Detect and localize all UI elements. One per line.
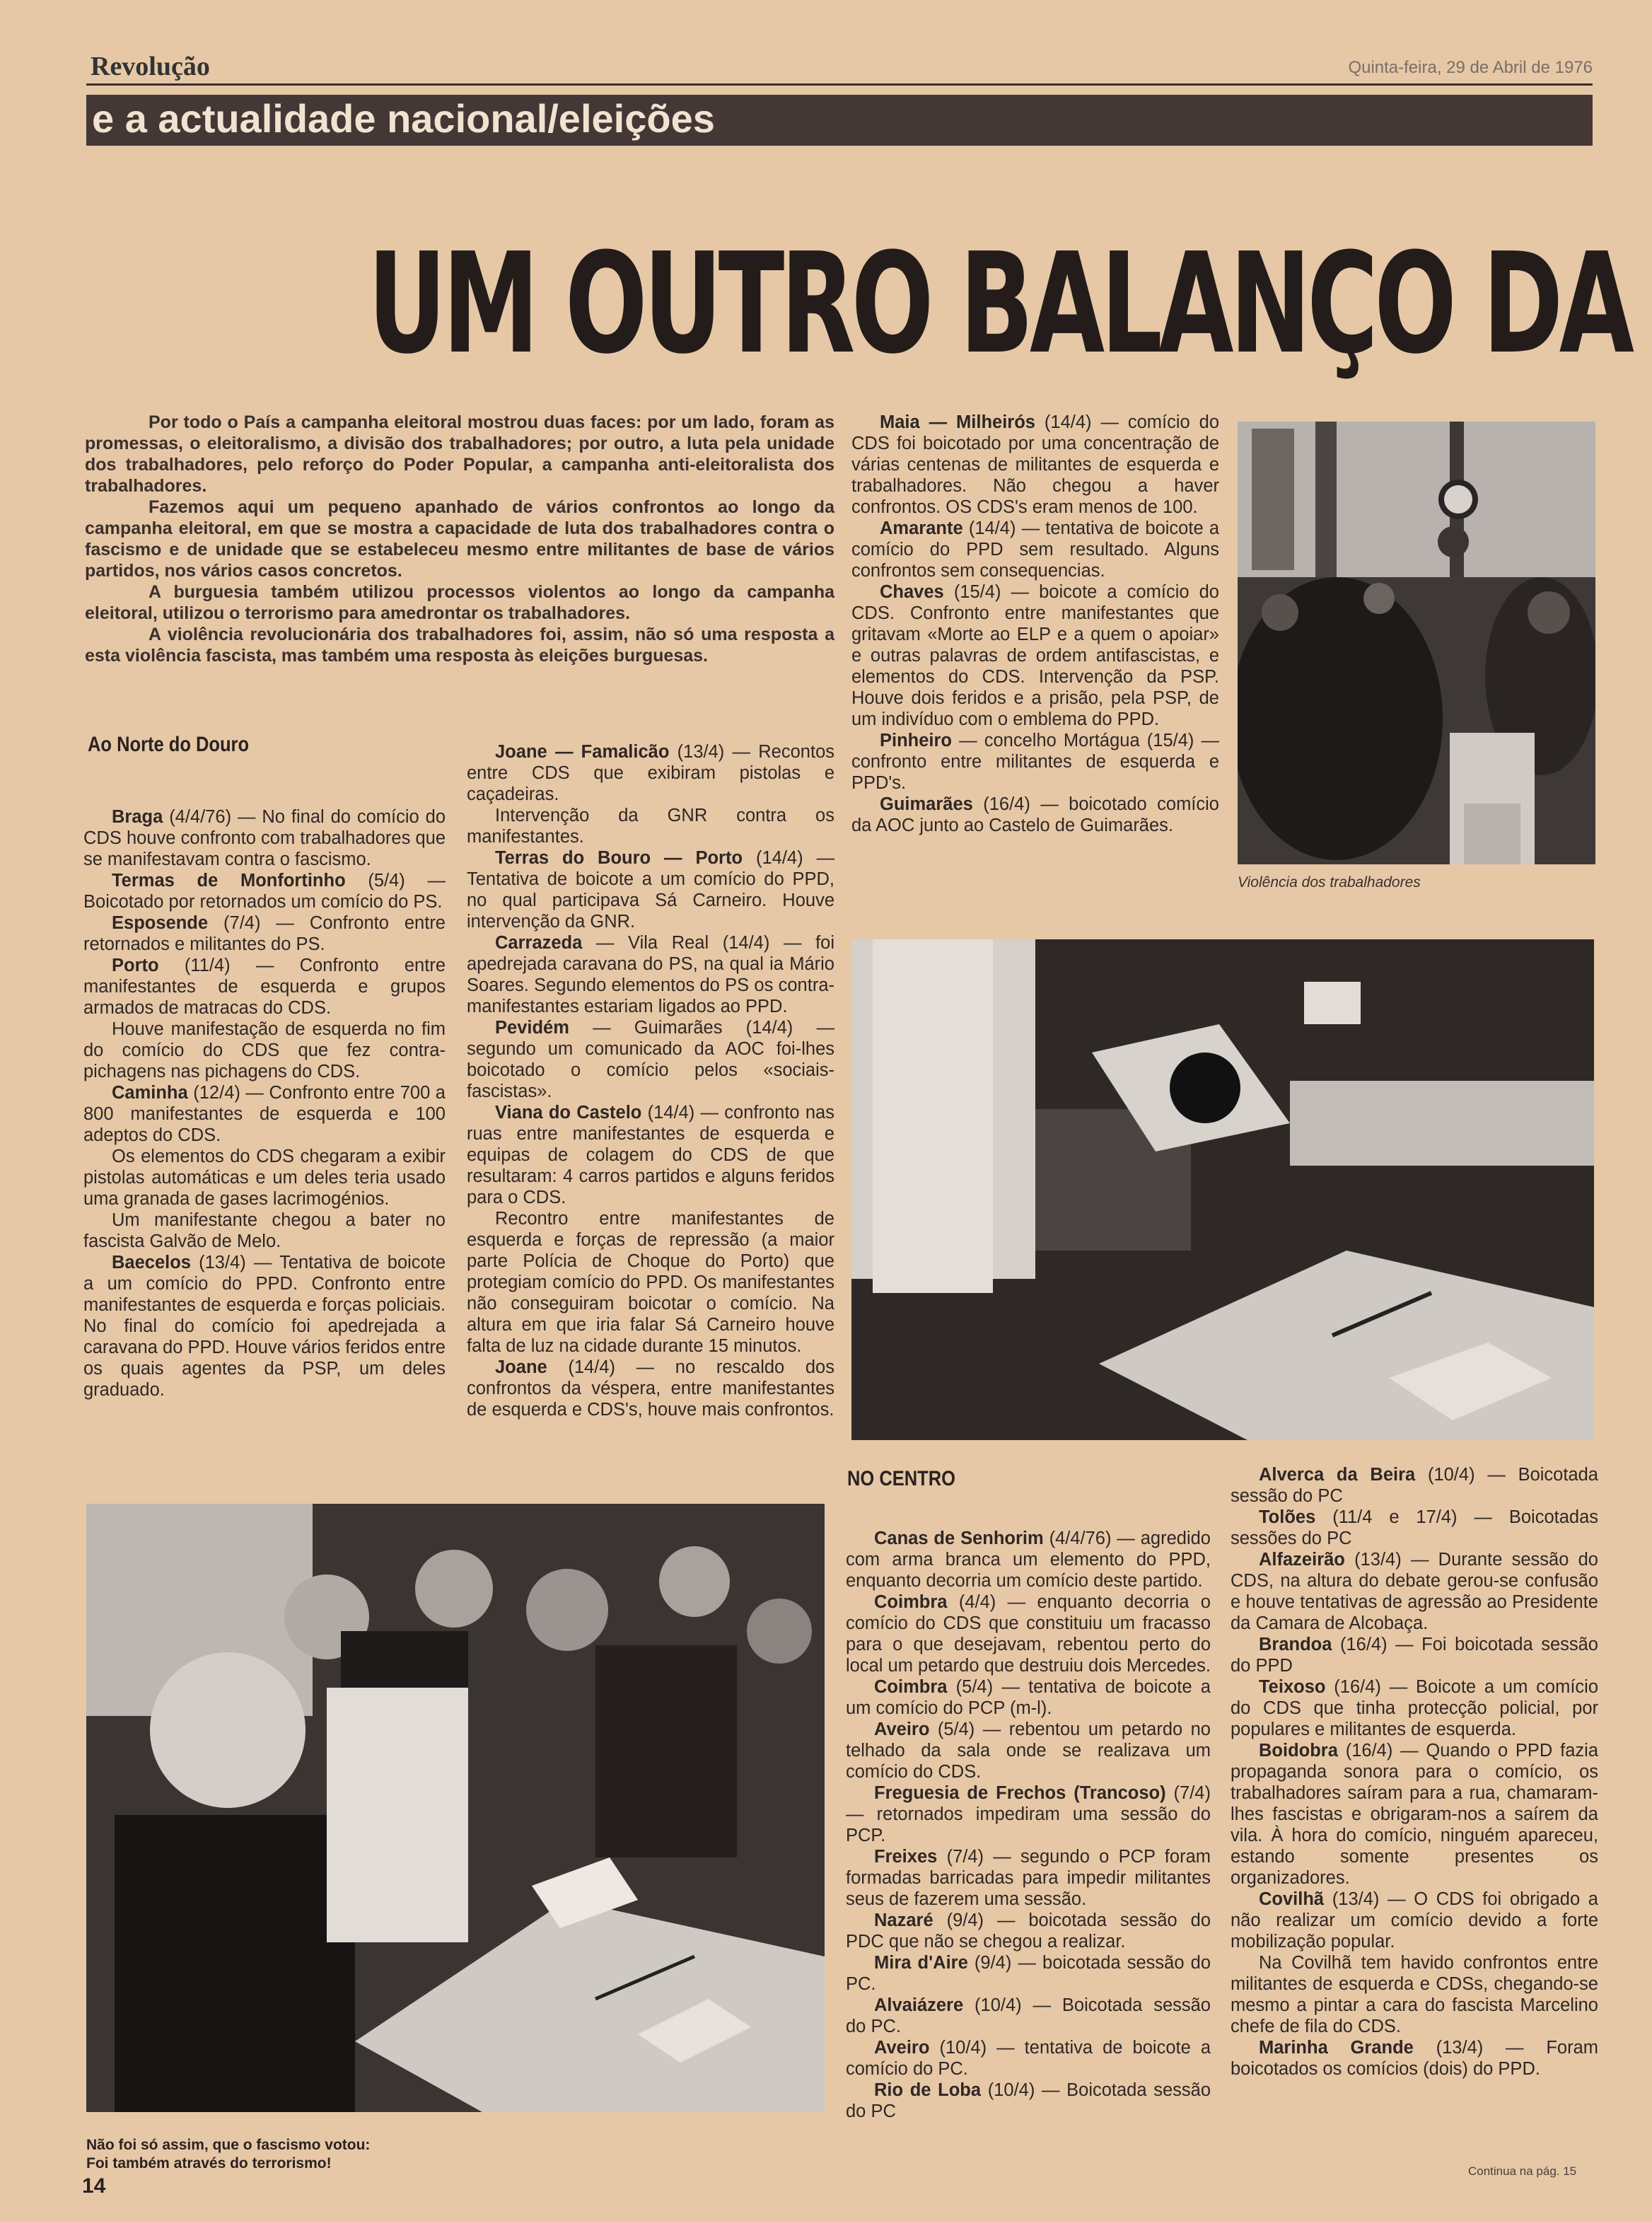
masthead-date: Quinta-feira, 29 de Abril de 1976 (1348, 58, 1593, 77)
entry: Amarante (14/4) — tentativa de boicote a comício do PPD sem resultado. Alguns confrontos sem consequencias. (851, 518, 1219, 581)
entry: Freguesia de Frechos (Trancoso) (7/4) — retornados impediram uma sessão do PCP. (846, 1783, 1211, 1845)
masthead-name: Revolução (91, 52, 210, 81)
entry: Na Covilhã tem havido confrontos entre militantes de esquerda e CDSs, chegando-se mesmo a pintar a cara do fascista Marcelino chefe de fila do CDS. (1231, 1953, 1598, 2036)
entry: Alvaiázere (10/4) — Boicotada sessão do PC. (846, 1995, 1211, 2036)
entry: Caminha (12/4) — Confronto entre 700 a 800 manifestantes de esquerda e 100 adeptos do CDS. (83, 1083, 446, 1145)
voter-image (86, 1504, 825, 2112)
intro-text (85, 412, 834, 666)
photo-ballot-box (851, 939, 1594, 1440)
entry: Braga (4/4/76) — No final do comício do CDS houve confronto com trabalhadores que se manifestavam contra o fascismo. (83, 807, 446, 869)
entry: Carrazeda — Vila Real (14/4) — foi apedrejada caravana do PS, na qual ia Mário Soares. Segundo elementos do PS os contra-manifestantes estariam ligados ao PPD. (467, 933, 834, 1016)
photo-caption-bottom (86, 2136, 370, 2173)
entry: Covilhã (13/4) — O CDS foi obrigado a não realizar um comício devido a forte mobilização popular. (1231, 1889, 1598, 1952)
page-number: 14 (82, 2174, 106, 2198)
entry: Canas de Senhorim (4/4/76) — agredido com arma branca um elemento do PPD, enquanto decorria um comício deste partido. (846, 1529, 1211, 1591)
entry: Houve manifestação de esquerda no fim do comício do CDS que fez contra-pichagens nas pichagens do CDS. (83, 1019, 446, 1081)
entry: Termas de Monfortinho (5/4) — Boicotado por retornados um comício do PS. (83, 871, 446, 912)
entry: Esposende (7/4) — Confronto entre retornados e militantes do PS. (83, 913, 446, 954)
entry: Aveiro (10/4) — tentativa de boicote a comício do PC. (846, 2038, 1211, 2079)
entry: Coimbra (5/4) — tentativa de boicote a um comício do PCP (m-l). (846, 1677, 1211, 1718)
column-3 (851, 412, 1219, 836)
entry: Freixes (7/4) — segundo o PCP foram formadas barricadas para impedir militantes seus de fazerem uma sessão. (846, 1847, 1211, 1909)
section-title-centre: NO CENTRO (847, 1467, 955, 1490)
entry: Tolões (11/4 e 17/4) — Boicotadas sessões do PC (1231, 1507, 1598, 1548)
entry: Alfazeirão (13/4) — Durante sessão do CDS, na altura do debate gerou-se confusão e houve tentativas de agressão ao Presidente da Camara de Alcobaça. (1231, 1550, 1598, 1633)
column-4 (846, 1528, 1211, 2122)
entry: Teixoso (16/4) — Boicote a um comício do CDS que tinha protecção policial, por populares e militantes de esquerda. (1231, 1677, 1598, 1739)
entry: Boidobra (16/4) — Quando o PPD fazia propaganda sonora para o comício, os trabalhadores saíram para a rua, chamaram-lhes fascistas e obrigaram-nos a saírem da vila. À hora do comício, ninguém apareceu, estando somente presentes os organizadores. (1231, 1741, 1598, 1888)
section-banner: e a actualidade nacional/eleições (86, 95, 1593, 146)
entry: Coimbra (4/4) — enquanto decorria o comício do CDS que constituiu um fracasso para o que desejavam, rebentou perto do local um petardo que destruiu dois Mercedes. (846, 1592, 1211, 1676)
entry: Terras do Bouro — Porto (14/4) — Tentativa de boicote a um comício do PPD, no qual participava Sá Carneiro. Houve intervenção da GNR. (467, 848, 834, 932)
entry: Maia — Milheirós (14/4) — comício do CDS foi boicotado por uma concentração de várias centenas de militantes de esquerda e trabalhadores. Não chegou a haver confrontos. OS CDS's eram menos de 100. (851, 412, 1220, 517)
photo-voter (86, 1504, 825, 2112)
entry: Chaves (15/4) — boicote a comício do CDS. Confronto entre manifestantes que gritavam «Morte ao ELP e a quem o apoiar» e outras palavras de ordem antifascistas, e elementos do CDS. Intervenção da PSP. Houve dois feridos e a prisão, pela PSP, de um indivíduo com o emblema do PPD. (851, 582, 1219, 729)
intro-paragraph: A burguesia também utilizou processos violentos ao longo da campanha eleitoral, utilizou o terrorismo para amedrontar os trabalhadores. (85, 582, 834, 623)
entry: Viana do Castelo (14/4) — confronto nas ruas entre manifestantes de esquerda e equipas de colagem do CDS de que resultaram: 4 carros partidos e alguns feridos para o CDS. (467, 1103, 834, 1207)
entry: Intervenção da GNR contra os manifestantes. (467, 806, 834, 847)
entry: Pevidém — Guimarães (14/4) — segundo um comunicado da AOC foi-lhes boicotado o comício pelos «sociais-fascistas». (467, 1018, 834, 1101)
entry: Baecelos (13/4) — Tentativa de boicote a um comício do PPD. Confronto entre manifestantes de esquerda e forças policiais. No final do comício foi apedrejada a caravana do PPD. Houve vários feridos entre os quais agentes da PSP, um deles graduado. (83, 1253, 446, 1400)
entry: Aveiro (5/4) — rebentou um petardo no telhado da sala onde se realizava um comício do CDS. (846, 1720, 1211, 1782)
column-2 (467, 741, 834, 1420)
entry: Nazaré (9/4) — boicotada sessão do PDC que não se chegou a realizar. (846, 1910, 1211, 1952)
section-title-north: Ao Norte do Douro (88, 733, 250, 756)
intro-paragraph: A violência revolucionária dos trabalhadores foi, assim, não só uma resposta a esta violência fascista, mas também uma resposta às eleições burguesas. (85, 625, 834, 666)
photo-caption-bottom-line: Foi também através do terrorismo! (86, 2155, 332, 2171)
entry: Rio de Loba (10/4) — Boicotada sessão do PC (846, 2080, 1211, 2121)
ballot-box-image (851, 939, 1594, 1440)
street-protest-image (1238, 422, 1595, 864)
entry: Pinheiro — concelho Mortágua (15/4) — confronto entre militantes de esquerda e PPD's. (851, 731, 1219, 793)
entry: Um manifestante chegou a bater no fascista Galvão de Melo. (83, 1210, 446, 1251)
photo-caption-top: Violência dos trabalhadores (1238, 874, 1421, 891)
column-1 (83, 806, 446, 1401)
entry: Brandoa (16/4) — Foi boicotada sessão do PPD (1231, 1635, 1598, 1676)
entry: Joane (14/4) — no rescaldo dos confrontos da véspera, entre manifestantes de esquerda e CDS's, houve mais confrontos. (467, 1357, 834, 1420)
entry: Os elementos do CDS chegaram a exibir pistolas automáticas e um deles teria usado uma granada de gases lacrimogénios. (83, 1147, 446, 1209)
entry: Guimarães (16/4) — boicotado comício da AOC junto ao Castelo de Guimarães. (851, 794, 1219, 835)
entry: Porto (11/4) — Confronto entre manifestantes de esquerda e grupos armados de matracas do CDS. (83, 956, 446, 1018)
column-5 (1231, 1464, 1598, 2080)
continued-note: Continua na pág. 15 (1468, 2164, 1577, 2178)
entry: Joane — Famalicão (13/4) — Recontos entre CDS que exibiram pistolas e caçadeiras. (467, 742, 834, 804)
entry: Recontro entre manifestantes de esquerda e forças de repressão (a maior parte Polícia de Choque do Porto) que protegiam comício do PPD. Os manifestantes não conseguiram boicotar o comício. Na altura em que iria falar Sá Carneiro houve falta de luz na cidade durante 15 minutos. (467, 1209, 834, 1356)
page-headline: UM OUTRO BALANÇO DA (368, 224, 1631, 385)
intro-paragraph: Fazemos aqui um pequeno apanhado de vários confrontos ao longo da campanha eleitoral, em que se mostra a capacidade de luta dos trabalhadores contra o fascismo e de unidade que se estabeleceu mesmo entre militantes de base de vários partidos, nos vários casos concretos. (85, 497, 834, 581)
photo-caption-bottom-line: Não foi só assim, que o fascismo votou: (86, 2137, 371, 2153)
entry: Mira d'Aire (9/4) — boicotada sessão do PC. (846, 1953, 1211, 1994)
masthead-rule (86, 83, 1593, 86)
entry: Marinha Grande (13/4) — Foram boicotados os comícios (dois) do PPD. (1231, 2038, 1598, 2079)
intro-paragraph: Por todo o País a campanha eleitoral mostrou duas faces: por um lado, foram as promessas, o eleitoralismo, a divisão dos trabalhadores; por outro, a luta pela unidade dos trabalhadores, pelo reforço do Poder Popular, a campanha anti-eleitoralista dos trabalhadores. (85, 412, 834, 496)
entry: Alverca da Beira (10/4) — Boicotada sessão do PC (1231, 1465, 1598, 1506)
photo-street-protest (1238, 422, 1595, 864)
